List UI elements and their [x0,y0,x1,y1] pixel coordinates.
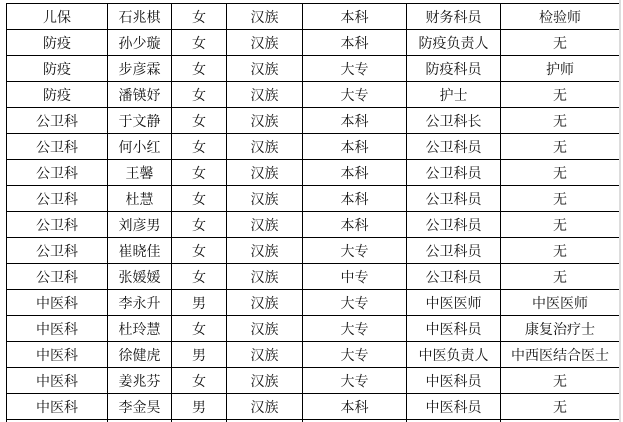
cell-name: 李永升 [108,290,172,316]
cell-title: 中西医结合医士 [501,342,620,368]
cell-name: 杜玲慧 [108,316,172,342]
cell-position: 防疫科员 [407,56,501,82]
cell-department: 儿保 [7,4,108,30]
cell-position: 中医科员 [407,394,501,420]
cell-position: 中医负责人 [407,342,501,368]
table-row [7,82,620,108]
cell-name: 石兆棋 [108,4,172,30]
cell-department: 公卫科 [7,134,108,160]
cell-gender: 女 [172,368,227,394]
cell-title: 无 [501,82,620,108]
cell-name: 李金昊 [108,394,172,420]
cell-position: 中医医师 [407,290,501,316]
cell-department: 中医科 [7,342,108,368]
cell-name: 何小红 [108,134,172,160]
cell-gender: 男 [172,394,227,420]
table-row [7,316,620,342]
cell-name: 徐健虎 [108,342,172,368]
cell-department: 防疫 [7,30,108,56]
cell-education: 本科 [303,134,407,160]
cell-ethnicity: 汉族 [227,368,303,394]
cell-education: 本科 [303,160,407,186]
cell-gender: 女 [172,186,227,212]
cell-title: 中医医师 [501,290,620,316]
cell-department: 公卫科 [7,212,108,238]
cell-ethnicity: 汉族 [227,264,303,290]
table-row [7,342,620,368]
cell-ethnicity: 汉族 [227,134,303,160]
cell-education: 本科 [303,186,407,212]
cell-ethnicity: 汉族 [227,56,303,82]
cell-department: 公卫科 [7,108,108,134]
staff-table [6,3,620,422]
cell-education: 大专 [303,368,407,394]
cell-education: 本科 [303,30,407,56]
cell-ethnicity: 汉族 [227,316,303,342]
cell-name: 于文静 [108,108,172,134]
cell-gender: 女 [172,82,227,108]
cell-title: 无 [501,264,620,290]
cell-position: 财务科员 [407,4,501,30]
cell-ethnicity: 汉族 [227,186,303,212]
cell-name: 步彦霖 [108,56,172,82]
cell-education: 中专 [303,264,407,290]
cell-position: 公卫科员 [407,160,501,186]
table-row [7,290,620,316]
cell-education: 本科 [303,394,407,420]
cell-title: 无 [501,212,620,238]
cell-ethnicity: 汉族 [227,160,303,186]
cell-gender: 女 [172,212,227,238]
cell-position: 公卫科员 [407,264,501,290]
cell-gender: 男 [172,342,227,368]
cell-gender: 女 [172,30,227,56]
cell-gender: 女 [172,264,227,290]
cell-gender: 女 [172,316,227,342]
cell-name: 崔晓佳 [108,238,172,264]
cell-department: 公卫科 [7,238,108,264]
sheet-edge [619,0,621,422]
cell-title: 无 [501,108,620,134]
cell-gender: 女 [172,108,227,134]
cell-ethnicity: 汉族 [227,4,303,30]
cell-education: 大专 [303,342,407,368]
cell-title: 检验师 [501,4,620,30]
cell-name: 刘彦男 [108,212,172,238]
table-row [7,30,620,56]
table-row [7,186,620,212]
table-row [7,108,620,134]
cell-title: 无 [501,186,620,212]
cell-position: 防疫负责人 [407,30,501,56]
cell-ethnicity: 汉族 [227,342,303,368]
cell-ethnicity: 汉族 [227,82,303,108]
cell-ethnicity: 汉族 [227,108,303,134]
cell-department: 防疫 [7,82,108,108]
cell-ethnicity: 汉族 [227,212,303,238]
cell-position: 公卫科员 [407,238,501,264]
table-row [7,368,620,394]
cell-gender: 女 [172,238,227,264]
cell-gender: 女 [172,160,227,186]
cell-name: 王馨 [108,160,172,186]
cell-position: 公卫科员 [407,186,501,212]
cell-title: 无 [501,394,620,420]
cell-gender: 女 [172,4,227,30]
cell-name: 姜兆芬 [108,368,172,394]
cell-ethnicity: 汉族 [227,30,303,56]
cell-ethnicity: 汉族 [227,290,303,316]
cell-department: 中医科 [7,290,108,316]
table-row [7,56,620,82]
cell-department: 中医科 [7,394,108,420]
table-row [7,134,620,160]
cell-name: 潘锳妤 [108,82,172,108]
table-row [7,394,620,420]
cell-position: 公卫科员 [407,212,501,238]
cell-department: 公卫科 [7,186,108,212]
table-row [7,160,620,186]
cell-gender: 男 [172,290,227,316]
cell-department: 中医科 [7,368,108,394]
cell-department: 公卫科 [7,160,108,186]
table-row [7,212,620,238]
cell-name: 杜慧 [108,186,172,212]
cell-gender: 女 [172,56,227,82]
cell-education: 大专 [303,82,407,108]
cell-education: 大专 [303,56,407,82]
cell-gender: 女 [172,134,227,160]
cell-education: 大专 [303,316,407,342]
cell-ethnicity: 汉族 [227,394,303,420]
cell-name: 张媛媛 [108,264,172,290]
cell-ethnicity: 汉族 [227,238,303,264]
table-row [7,238,620,264]
cell-title: 护师 [501,56,620,82]
cell-education: 大专 [303,290,407,316]
cell-position: 中医科员 [407,368,501,394]
cell-name: 孙少璇 [108,30,172,56]
cell-title: 无 [501,238,620,264]
cell-education: 本科 [303,212,407,238]
cell-position: 公卫科长 [407,108,501,134]
cell-title: 无 [501,368,620,394]
cell-title: 无 [501,134,620,160]
cell-education: 大专 [303,238,407,264]
cell-position: 护士 [407,82,501,108]
cell-title: 无 [501,30,620,56]
cell-education: 本科 [303,4,407,30]
cell-education: 本科 [303,108,407,134]
cell-position: 中医科员 [407,316,501,342]
cell-position: 公卫科员 [407,134,501,160]
table-row [7,4,620,30]
cell-department: 防疫 [7,56,108,82]
table-row [7,264,620,290]
cell-title: 无 [501,160,620,186]
cell-department: 公卫科 [7,264,108,290]
cell-title: 康复治疗士 [501,316,620,342]
cell-department: 中医科 [7,316,108,342]
